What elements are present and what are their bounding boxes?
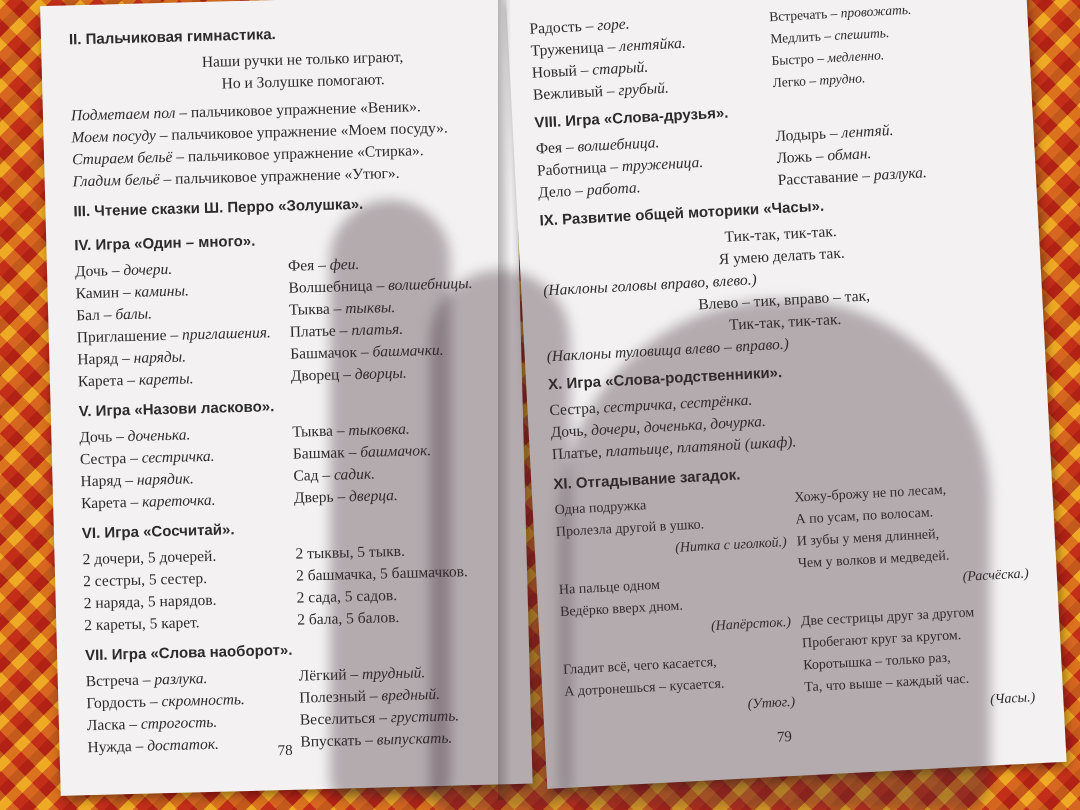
word-answer: спешить. <box>830 24 890 44</box>
word: Лодырь – <box>775 124 839 146</box>
word: Наряд – <box>77 349 131 369</box>
word: Дворец – <box>290 366 352 385</box>
word: Башмачок – <box>290 343 369 363</box>
text-line: 2 дочери, 5 дочерей. <box>82 547 217 569</box>
word: Дочь – <box>74 262 120 281</box>
section-title: II. Пальчиковая гимнастика. <box>68 26 276 49</box>
riddle-answer: (Напёрсток.) <box>710 614 792 635</box>
text-line: 2 бала, 5 балов. <box>297 608 400 629</box>
word: Полезный – <box>299 687 378 707</box>
section-title: IX. Развитие общей моторики «Часы». <box>539 197 825 230</box>
word: Приглашение – <box>76 326 179 347</box>
text-line: Одна подружка <box>554 498 647 519</box>
section-title: X. Игра «Слова-родственники». <box>547 364 783 394</box>
word-answer: балы. <box>111 305 153 324</box>
word: Расставание – <box>777 167 871 190</box>
word: Ложь – <box>776 147 824 168</box>
word-answer: сестричка. <box>137 447 215 467</box>
word: Дело – <box>537 182 584 202</box>
word: Бал – <box>75 306 112 325</box>
word-answer: старый. <box>587 58 649 79</box>
related-words: Дочь, дочери, доченька, дочурка. <box>550 412 767 442</box>
word-answer: башмачки. <box>368 341 444 361</box>
section-title: XI. Отгадывание загадок. <box>552 466 741 494</box>
word-answer: дворцы. <box>350 364 408 384</box>
word: Карета – <box>77 371 136 391</box>
word: Дверь – <box>293 488 346 507</box>
word: Новый – <box>531 61 589 82</box>
word-answer: приглашения. <box>177 324 272 344</box>
exercise-list <box>71 94 499 193</box>
word-answer: башмачок. <box>356 442 432 462</box>
page-number: 78 <box>277 742 293 760</box>
text-line: Две сестрицы друг за другом <box>800 605 975 630</box>
word-answer: труженица. <box>617 153 704 176</box>
word: Быстро – <box>771 50 825 69</box>
verse-line: Тик-так, тик-так. <box>724 223 838 246</box>
word-answer: обман. <box>823 145 872 165</box>
verse-line: Но и Золушке помогают. <box>221 71 385 93</box>
word-answer: грубый. <box>614 79 670 100</box>
related-words: Платье, платьице, платяной (шкаф). <box>551 433 797 464</box>
text-line: 2 тыквы, 5 тыкв. <box>295 542 406 563</box>
word-answer: трудно. <box>815 70 866 88</box>
word: Веселиться – <box>299 709 388 729</box>
text-line: Гладит всё, чего касается, <box>562 654 717 678</box>
word-answer: платья. <box>347 320 404 340</box>
text-line: Пробегают круг за кругом. <box>801 628 962 652</box>
section-title: III. Чтение сказки Ш. Перро «Золушка». <box>73 195 364 221</box>
word-answer: достаток. <box>143 735 220 755</box>
word-pair <box>87 732 301 760</box>
word-answer: доченька. <box>123 426 191 446</box>
exercise-name: – пальчиковое упражнение «Стирка». <box>172 142 424 166</box>
exercise-name: – пальчиковое упражнение «Моем посуду». <box>155 119 448 145</box>
word-answer: грустить. <box>386 707 460 727</box>
word: Медлить – <box>769 28 832 47</box>
exercise-action: Гладим бельё <box>72 171 160 191</box>
word: Камин – <box>75 283 131 303</box>
word-answer: дверца. <box>344 486 399 506</box>
exercise-name: – пальчиковое упражнение «Утюг». <box>159 164 400 189</box>
text-line: И зубы у меня длинней, <box>796 527 940 550</box>
word: Волшебница – <box>288 277 385 297</box>
word-answer: волшебница. <box>573 134 660 156</box>
exercise-name: – пальчиковое упражнение «Веник». <box>175 98 422 122</box>
word: Сестра – <box>79 449 139 469</box>
verse-line: Наши ручки не только играют, <box>201 48 404 71</box>
word-answer: дочери. <box>119 260 173 280</box>
riddle-answer: (Часы.) <box>989 690 1036 708</box>
text-line: Та, что выше – каждый час. <box>804 671 970 696</box>
word-pair <box>81 488 295 516</box>
word-answer: лентяйка. <box>614 34 687 56</box>
text-line: Хожу-брожу не по лесам, <box>794 482 947 506</box>
text-line: Чем у волков и медведей. <box>797 548 950 572</box>
word: Легко – <box>772 72 817 91</box>
word-answer: разлука. <box>150 670 208 689</box>
word: Наряд – <box>80 471 134 491</box>
word: Башмак – <box>292 444 357 463</box>
word-answer: лентяй. <box>837 121 894 142</box>
text-line: 2 кареты, 5 карет. <box>84 614 200 635</box>
text-line: 2 башмачка, 5 башмачков. <box>295 563 469 585</box>
word-answer: наряды. <box>129 348 187 367</box>
word: Платье – <box>289 322 348 341</box>
text-line: 2 сада, 5 садов. <box>296 587 398 607</box>
riddle-answer: (Расчёска.) <box>962 566 1030 585</box>
page-number: 79 <box>776 729 793 746</box>
text-line: Пролезла другой в ушко. <box>555 517 705 541</box>
section-title: VIII. Игра «Слова-друзья». <box>534 104 729 132</box>
text-line: А по усам, по волосам. <box>795 505 934 528</box>
word-answer: тыковка. <box>344 420 410 440</box>
exercise-action: Стираем бельё <box>71 148 173 169</box>
word-answer: нарядик. <box>132 470 194 489</box>
word: Тыква – <box>288 300 342 319</box>
word: Вежливый – <box>532 82 615 104</box>
text-line: Коротышка – только раз, <box>802 650 951 674</box>
word-answer: провожать. <box>836 1 912 21</box>
stage-note: (Наклоны туловища влево – вправо.) <box>546 335 790 366</box>
word: Ласка – <box>86 715 138 735</box>
section-title: VI. Игра «Сосчитай». <box>81 521 235 543</box>
word-answer: вредный. <box>377 685 441 705</box>
word-pair <box>78 366 292 394</box>
exercise-action: Подметаем пол <box>70 104 176 125</box>
exercise-action: Моем посуду <box>71 127 157 147</box>
hand-shadow <box>430 270 570 810</box>
section-title: V. Игра «Назови ласково». <box>78 398 275 421</box>
riddle-answer: (Утюг.) <box>747 694 796 713</box>
word-answer: выпускать. <box>372 729 453 749</box>
riddle-answer: (Нитка с иголкой.) <box>674 535 788 556</box>
text-line: На пальце одном <box>558 577 661 599</box>
word: Встреча – <box>85 671 151 691</box>
word-answer: горе. <box>592 15 630 35</box>
word-answer: тыквы. <box>341 298 396 318</box>
word-answer: волшебницы. <box>384 274 473 295</box>
word: Сад – <box>293 466 331 485</box>
word: Карета – <box>80 493 139 513</box>
hand-shadow <box>560 300 990 810</box>
word-answer: садик. <box>329 465 376 484</box>
text-line: 2 наряда, 5 нарядов. <box>83 591 217 613</box>
verse-line: Влево – тик, вправо – так, <box>697 287 871 314</box>
word-answer: кареты. <box>134 370 194 389</box>
word-answer: работа. <box>582 179 641 200</box>
word: Фея – <box>535 138 575 158</box>
section-title: VII. Игра «Слова наоборот». <box>84 641 293 665</box>
verse-line: Тик-так, тик-так. <box>728 310 842 334</box>
word: Радость – <box>529 17 594 38</box>
word-answer: феи. <box>325 255 360 274</box>
related-words: Сестра, сестричка, сестрёнка. <box>549 391 753 420</box>
word-answer: скромность. <box>157 691 246 711</box>
word: Тыква – <box>292 422 345 441</box>
text-line: А дотронешься – кусается. <box>563 676 725 700</box>
word: Труженица – <box>530 38 616 60</box>
word: Гордость – <box>86 693 158 713</box>
word-answer: трудный. <box>357 664 426 684</box>
word-answer: кареточка. <box>138 491 216 511</box>
word: Нужда – <box>87 737 144 757</box>
word-answer: медленно. <box>823 47 885 66</box>
word-answer: строгость. <box>136 713 218 733</box>
word: Работница – <box>536 158 619 180</box>
word: Встречать – <box>768 5 838 25</box>
section-title: IV. Игра «Один – много». <box>74 232 256 255</box>
text-line: Ведёрко вверх дном. <box>559 598 684 620</box>
stage-note: (Наклоны головы вправо, влево.) <box>542 271 758 300</box>
text-line: 2 сестры, 5 сестер. <box>82 570 208 591</box>
word-answer: разлука. <box>869 164 928 185</box>
word: Впускать – <box>300 731 374 751</box>
word-answer: камины. <box>130 282 190 301</box>
word: Дочь – <box>79 428 125 447</box>
word: Лёгкий – <box>298 666 359 685</box>
verse-line: Я умею делать так. <box>718 244 846 269</box>
word: Фея – <box>287 256 327 275</box>
